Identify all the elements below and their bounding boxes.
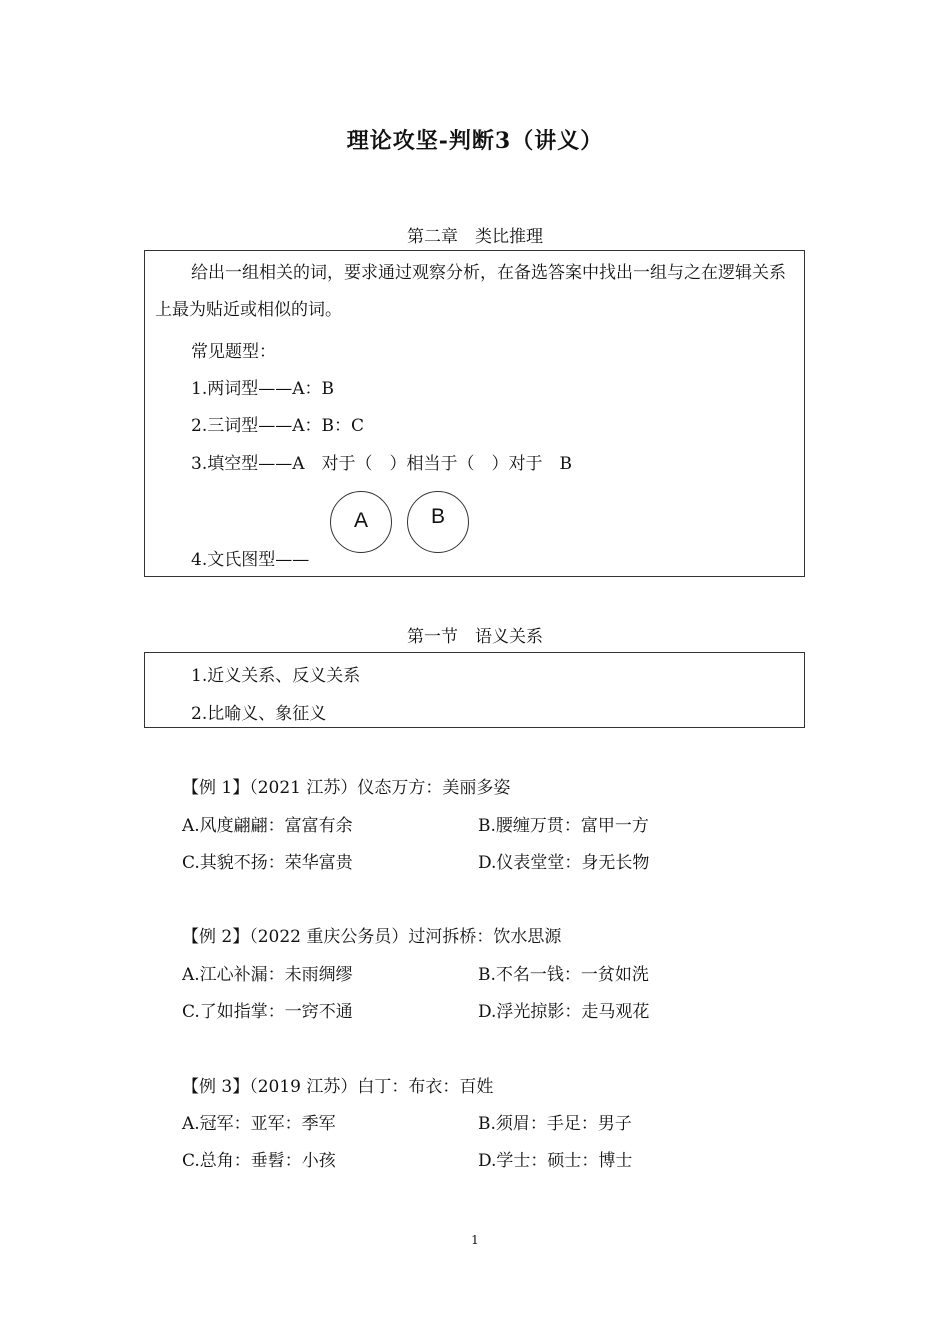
example-2-option-d: D.浮光掠影：走马观花 xyxy=(478,1002,650,1022)
chapter-intro-box xyxy=(144,250,805,577)
type-item-fill-blank: 3.填空型——A 对于（ ）相当于（ ）对于 B xyxy=(191,454,572,474)
types-label: 常见题型： xyxy=(191,342,276,362)
section-heading: 第一节 语义关系 xyxy=(407,627,543,647)
example-1-option-b: B.腰缠万贯：富甲一方 xyxy=(478,816,649,836)
example-3-option-b: B.须眉：手足：男子 xyxy=(478,1114,632,1134)
type-item-two-word: 1.两词型——A：B xyxy=(191,379,334,399)
page-number: 1 xyxy=(471,1233,479,1247)
chapter-intro-text: 给出一组相关的词，要求通过观察分析，在备选答案中找出一组与之在逻辑关系上最为贴近或相似的词。 xyxy=(155,263,786,320)
example-1-question: 【例 1】（2021 江苏）仪态万方：美丽多姿 xyxy=(182,778,511,798)
example-1-option-a: A.风度翩翩：富富有余 xyxy=(182,816,353,836)
type-item-three-word: 2.三词型——A：B：C xyxy=(191,416,364,436)
section-item-metaphor: 2.比喻义、象征义 xyxy=(191,704,327,724)
type-item-venn: 4.文氏图型—— xyxy=(191,550,310,570)
example-3-question: 【例 3】（2019 江苏）白丁：布衣：百姓 xyxy=(182,1077,494,1097)
venn-label-b: B xyxy=(430,505,445,528)
example-2-option-c: C.了如指掌：一窍不通 xyxy=(182,1002,353,1022)
example-2-option-b: B.不名一钱：一贫如洗 xyxy=(478,965,649,985)
venn-circle-b xyxy=(407,491,469,553)
chapter-heading: 第二章 类比推理 xyxy=(407,227,543,247)
example-3-option-a: A.冠军：亚军：季军 xyxy=(182,1114,336,1134)
section-item-synonym: 1.近义关系、反义关系 xyxy=(191,666,361,686)
example-1-option-c: C.其貌不扬：荣华富贵 xyxy=(182,853,353,873)
section-box xyxy=(144,652,805,728)
example-2-option-a: A.江心补漏：未雨绸缪 xyxy=(182,965,353,985)
example-3-option-c: C.总角：垂髫：小孩 xyxy=(182,1151,336,1171)
document-title: 理论攻坚-判断3（讲义） xyxy=(346,128,604,154)
example-3-option-d: D.学士：硕士：博士 xyxy=(478,1151,633,1171)
venn-label-a: A xyxy=(353,509,368,532)
venn-circle-a xyxy=(330,491,392,553)
example-1-option-d: D.仪表堂堂：身无长物 xyxy=(478,853,650,873)
example-2-question: 【例 2】（2022 重庆公务员）过河拆桥：饮水思源 xyxy=(182,927,562,947)
